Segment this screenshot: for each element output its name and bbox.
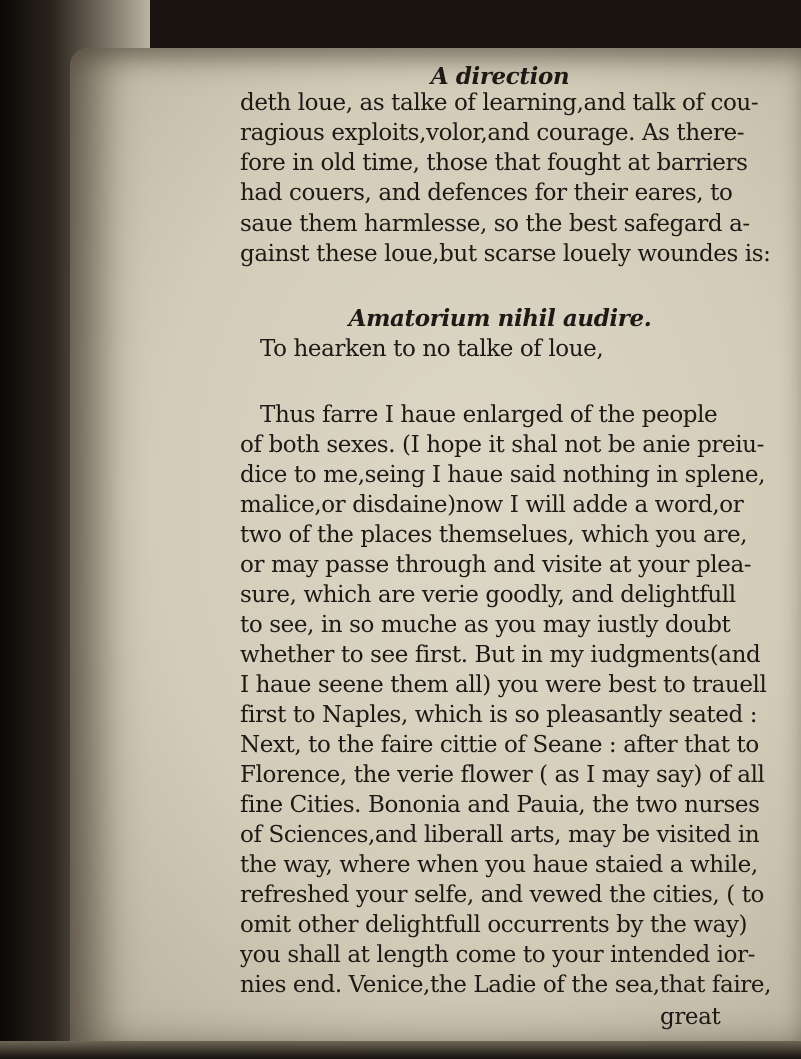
text-line-16: to see, in so muche as you may iustly doubt bbox=[240, 612, 731, 638]
text-line-5: saue them harmlesse, so the best safegard a- bbox=[240, 211, 750, 237]
text-line-10: of both sexes. (I hope it shal not be anie preiu- bbox=[240, 432, 764, 458]
text-line-17: whether to see first. But in my iudgments(and bbox=[240, 642, 761, 668]
text-line-11: dice to me,seing I haue said nothing in splene, bbox=[240, 462, 766, 488]
text-line-13: two of the places themselues, which you are, bbox=[240, 522, 748, 548]
text-line-20: Next, to the faire cittie of Seane : after that to bbox=[240, 732, 759, 758]
text-line-24: the way, where when you haue staied a while, bbox=[240, 852, 758, 878]
text-line-4: had couers, and defences for their eares, to bbox=[240, 180, 733, 206]
text-line-15: sure, which are verie goodly, and delightfull bbox=[240, 582, 736, 608]
text-line-25: refreshed your selfe, and vewed the cities, ( to bbox=[240, 882, 764, 908]
catchword: great bbox=[660, 1004, 721, 1030]
running-head: A direction bbox=[430, 63, 570, 90]
text-line-28: nies end. Venice,the Ladie of the sea,that faire, bbox=[240, 972, 772, 998]
quote-translation: To hearken to no talke of loue, bbox=[260, 336, 604, 362]
text-line-27: you shall at length come to your intended ior- bbox=[240, 942, 756, 968]
text-line-2: ragious exploits,volor,and courage. As there- bbox=[240, 120, 745, 146]
text-line-9: Thus farre I haue enlarged of the people bbox=[260, 402, 718, 428]
text-line-19: first to Naples, which is so pleasantly seated : bbox=[240, 702, 758, 728]
text-line-23: of Sciences,and liberall arts, may be visited in bbox=[240, 822, 760, 848]
text-line-21: Florence, the verie flower ( as I may say) of all bbox=[240, 762, 765, 788]
latin-quote: Amatorium nihil audire. bbox=[348, 305, 652, 332]
text-line-18: I haue seene them all) you were best to trauell bbox=[240, 672, 767, 698]
text-line-1: deth loue, as talke of learning,and talk of cou- bbox=[240, 90, 759, 116]
text-line-22: fine Cities. Bononia and Pauia, the two nurses bbox=[240, 792, 760, 818]
text-line-3: fore in old time, those that fought at barriers bbox=[240, 150, 748, 176]
text-line-6: gainst these loue,but scarse louely woundes is: bbox=[240, 241, 771, 267]
text-line-14: or may passe through and visite at your plea- bbox=[240, 552, 752, 578]
text-line-12: malice,or disdaine)now I will adde a word,or bbox=[240, 492, 744, 518]
page-bottom-edge bbox=[0, 1041, 801, 1059]
text-line-26: omit other delightfull occurrents by the way) bbox=[240, 912, 748, 938]
